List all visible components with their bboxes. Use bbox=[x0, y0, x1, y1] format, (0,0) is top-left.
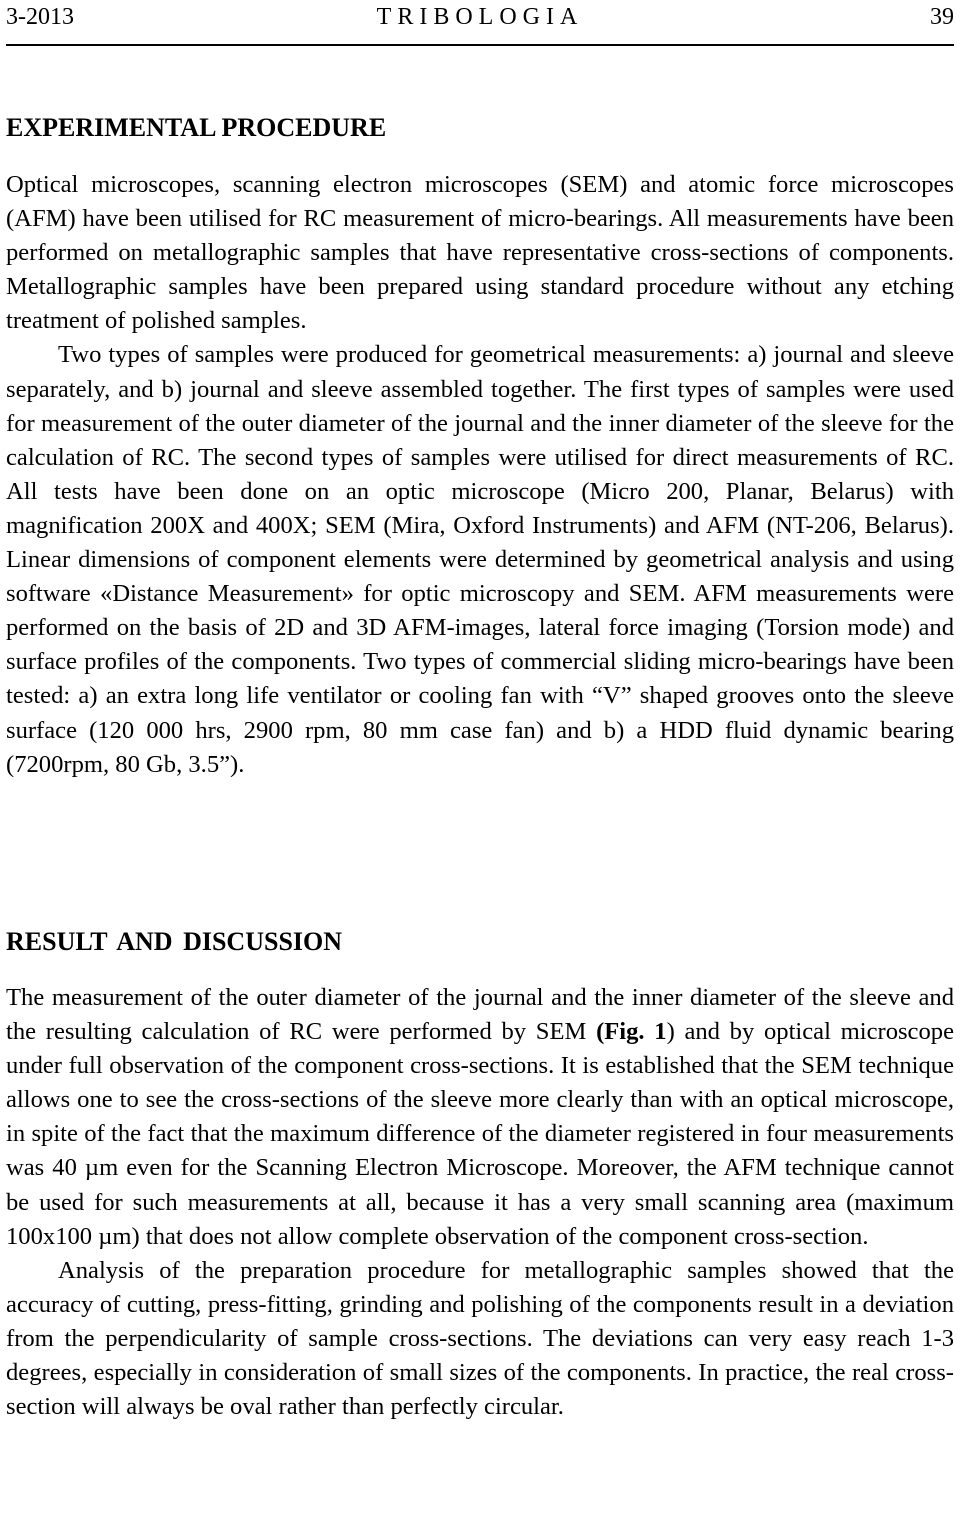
figure-reference: (Fig. 1 bbox=[596, 1018, 667, 1046]
section-heading-experimental-procedure: EXPERIMENTAL PROCEDURE bbox=[6, 113, 387, 142]
journal-title: TRIBOLOGIA bbox=[376, 4, 584, 30]
paragraph-text: ) and by optical microscope under full observation of the component cross-sections. It is established that the SEM technique allows one to see the cross-sections of the sleeve more clearly than with an optical microscope, in spite of the fact that the maximum difference of the diameter registered in four measurements was 40 µm even for the Scanning Electron Microscope. Moreover, the AFM technique cannot be used for such measurements at all, because it has a very small scanning area (maximum 100x100 µm) that does not allow complete observation of the component cross-section. bbox=[6, 1018, 954, 1250]
paragraph-text: The measurement of the outer diameter of the journal and the inner diameter of the sleeve and the resulting calculation of RC were performed by SEM bbox=[6, 984, 954, 1046]
paragraph: Optical microscopes, scanning electron microscopes (SEM) and atomic force microscopes (AFM) have been utilised for RC measurement of micro-bearings. All measurements have been performed on metallographic samples that have representative cross-sections of components. Metallographic samples have been prepared using standard procedure without any etching treatment of polished samples. bbox=[6, 171, 954, 335]
running-header bbox=[6, 0, 954, 46]
section-experimental-procedure bbox=[6, 168, 954, 782]
paragraph: Analysis of the preparation procedure for metallographic samples showed that the accuracy of cutting, press-fitting, grinding and polishing of the components result in a deviation from the perpendicularity of sample cross-sections. The deviations can very easy reach 1-3 degrees, especially in consideration of small sizes of the components. In practice, the real cross-section will always be oval rather than perfectly circular. bbox=[6, 1256, 954, 1421]
paragraph bbox=[6, 981, 954, 1254]
page-number: 39 bbox=[930, 4, 954, 30]
section-heading-result-and-discussion: RESULT AND DISCUSSION bbox=[6, 927, 343, 956]
issue-number: 3-2013 bbox=[6, 4, 74, 30]
section-result-and-discussion bbox=[6, 981, 954, 1424]
paragraph: Two types of samples were produced for geometrical measurements: a) journal and sleeve separately, and b) journal and sleeve assembled together. The first types of samples were used for measurement of the outer diameter of the journal and the inner diameter of the sleeve for the calculation of RC. The second types of samples were utilised for direct measurements of RC. All tests have been done on an optic microscope (Micro 200, Planar, Belarus) with magnification 200X and 400X; SEM (Mira, Oxford Instruments) and AFM (NT-206, Belarus). Linear dimensions of component elements were determined by geometrical analysis and using software «Distance Measurement» for optic microscopy and SEM. AFM measurements were performed on the basis of 2D and 3D AFM-images, lateral force imaging (Torsion mode) and surface profiles of the components. Two types of commercial sliding micro-bearings have been tested: a) an extra long life ventilator or cooling fan with “V” shaped grooves onto the sleeve surface (120 000 hrs, 2900 rpm, 80 mm case fan) and b) a HDD fluid dynamic bearing (7200rpm, 80 Gb, 3.5”). bbox=[6, 341, 954, 778]
